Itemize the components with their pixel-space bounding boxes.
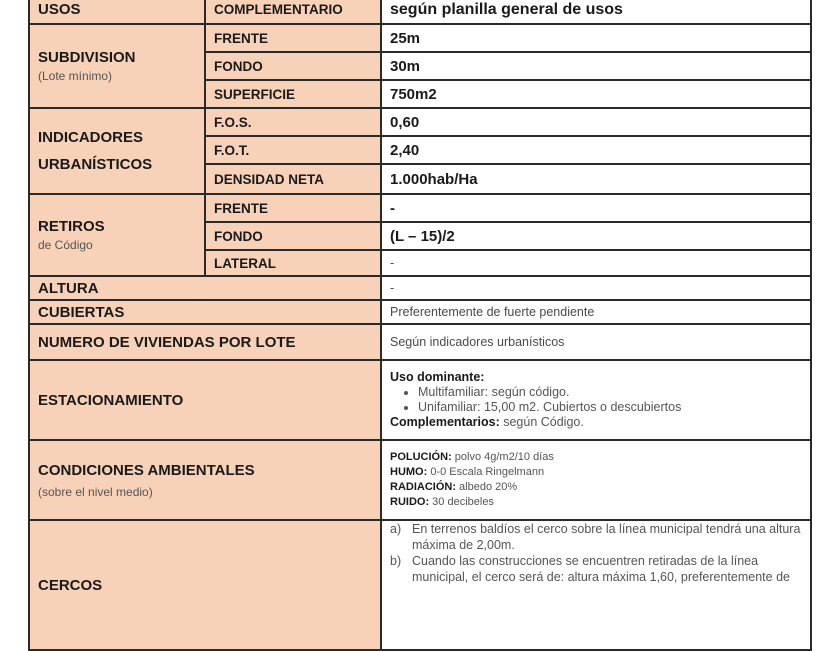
ruido-key: RUIDO: (390, 496, 430, 508)
ambientales-note: (sobre el nivel medio) (38, 484, 153, 499)
row-label-retiros (29, 194, 205, 276)
table-row (29, 24, 811, 52)
table-row (29, 440, 811, 520)
subdivision-title: SUBDIVISION (38, 49, 136, 66)
row-label-usos: USOS (29, 0, 205, 24)
table-row (29, 360, 811, 440)
value-lateral: - (381, 250, 811, 276)
estacionamiento-comp-value: según Código. (499, 415, 584, 429)
ruido-text: 30 decibeles (429, 496, 494, 508)
cercos-marker-b: b) (390, 554, 402, 568)
row-label-cubiertas: CUBIERTAS (29, 300, 381, 324)
sublabel-frente: FRENTE (205, 24, 381, 52)
value-cercos (381, 520, 811, 650)
value-cubiertas: Preferentemente de fuerte pendiente (381, 300, 811, 324)
value-densidad: 1.000hab/Ha (381, 164, 811, 194)
retiros-title: RETIROS (38, 218, 105, 235)
value-fot: 2,40 (381, 136, 811, 164)
list-item: • Multifamiliar: según código. (418, 385, 802, 400)
sublabel-retiro-frente: FRENTE (205, 194, 381, 222)
value-fos: 0,60 (381, 108, 811, 136)
table-row (29, 276, 811, 300)
value-altura: - (381, 276, 811, 300)
table-row (29, 324, 811, 360)
sublabel-fot: F.O.T. (205, 136, 381, 164)
row-label-subdivision (29, 24, 205, 108)
table-row (29, 108, 811, 136)
row-label-ambientales (29, 440, 381, 520)
sublabel-fos: F.O.S. (205, 108, 381, 136)
table-row (29, 520, 811, 650)
value-retiro-fondo: (L – 15)/2 (381, 222, 811, 250)
value-usos: según planilla general de usos (381, 0, 811, 24)
cercos-text-b: Cuando las construcciones se encuentren retiradas de la línea municipal, el cerco será de: altura máxima 1,60, preferentemente de (412, 554, 790, 584)
estacionamiento-list (390, 385, 802, 415)
polucion-text: polvo 4g/m2/10 días (451, 451, 554, 463)
sublabel-complementario: COMPLEMENTARIO (205, 0, 381, 24)
value-estacionamiento (381, 360, 811, 440)
table-row (29, 300, 811, 324)
subdivision-note: (Lote mínimo) (38, 69, 113, 83)
radiacion-text: albedo 20% (456, 481, 518, 493)
sublabel-retiro-fondo: FONDO (205, 222, 381, 250)
cercos-marker-a: a) (390, 522, 402, 536)
row-label-altura: ALTURA (29, 276, 381, 300)
retiros-note: de Código (38, 238, 93, 252)
humo-text: 0-0 Escala Ringelmann (427, 466, 545, 478)
value-viviendas: Según indicadores urbanísticos (381, 324, 811, 360)
list-item (390, 553, 802, 585)
cercos-text-a: En terrenos baldíos el cerco sobre la línea municipal tendrá una altura máxima de 2,00m. (412, 522, 801, 552)
sublabel-fondo: FONDO (205, 52, 381, 80)
list-item: • Unifamiliar: 15,00 m2. Cubiertos o descubiertos (418, 400, 802, 415)
estacionamiento-dominant-label: Uso dominante: (390, 370, 485, 384)
value-frente: 25m (381, 24, 811, 52)
value-retiro-frente: - (381, 194, 811, 222)
list-item (390, 521, 802, 553)
table-row (29, 194, 811, 222)
estacionamiento-comp-label: Complementarios: (390, 415, 500, 429)
zoning-table (28, 0, 812, 651)
sublabel-lateral: LATERAL (205, 250, 381, 276)
sublabel-superficie: SUPERFICIE (205, 80, 381, 108)
sublabel-densidad: DENSIDAD NETA (205, 164, 381, 194)
row-label-estacionamiento: ESTACIONAMIENTO (29, 360, 381, 440)
row-label-indicadores: INDICADORES URBANÍSTICOS (29, 108, 205, 194)
humo-key: HUMO: (390, 466, 428, 478)
ambientales-title: CONDICIONES AMBIENTALES (38, 461, 255, 479)
polucion-key: POLUCIÓN: (390, 451, 452, 463)
value-fondo: 30m (381, 52, 811, 80)
value-superficie: 750m2 (381, 80, 811, 108)
radiacion-key: RADIACIÓN: (390, 481, 456, 493)
row-label-viviendas: NUMERO DE VIVIENDAS POR LOTE (29, 324, 381, 360)
value-ambientales (381, 440, 811, 520)
row-label-cercos: CERCOS (29, 520, 381, 650)
table-row (29, 0, 811, 24)
